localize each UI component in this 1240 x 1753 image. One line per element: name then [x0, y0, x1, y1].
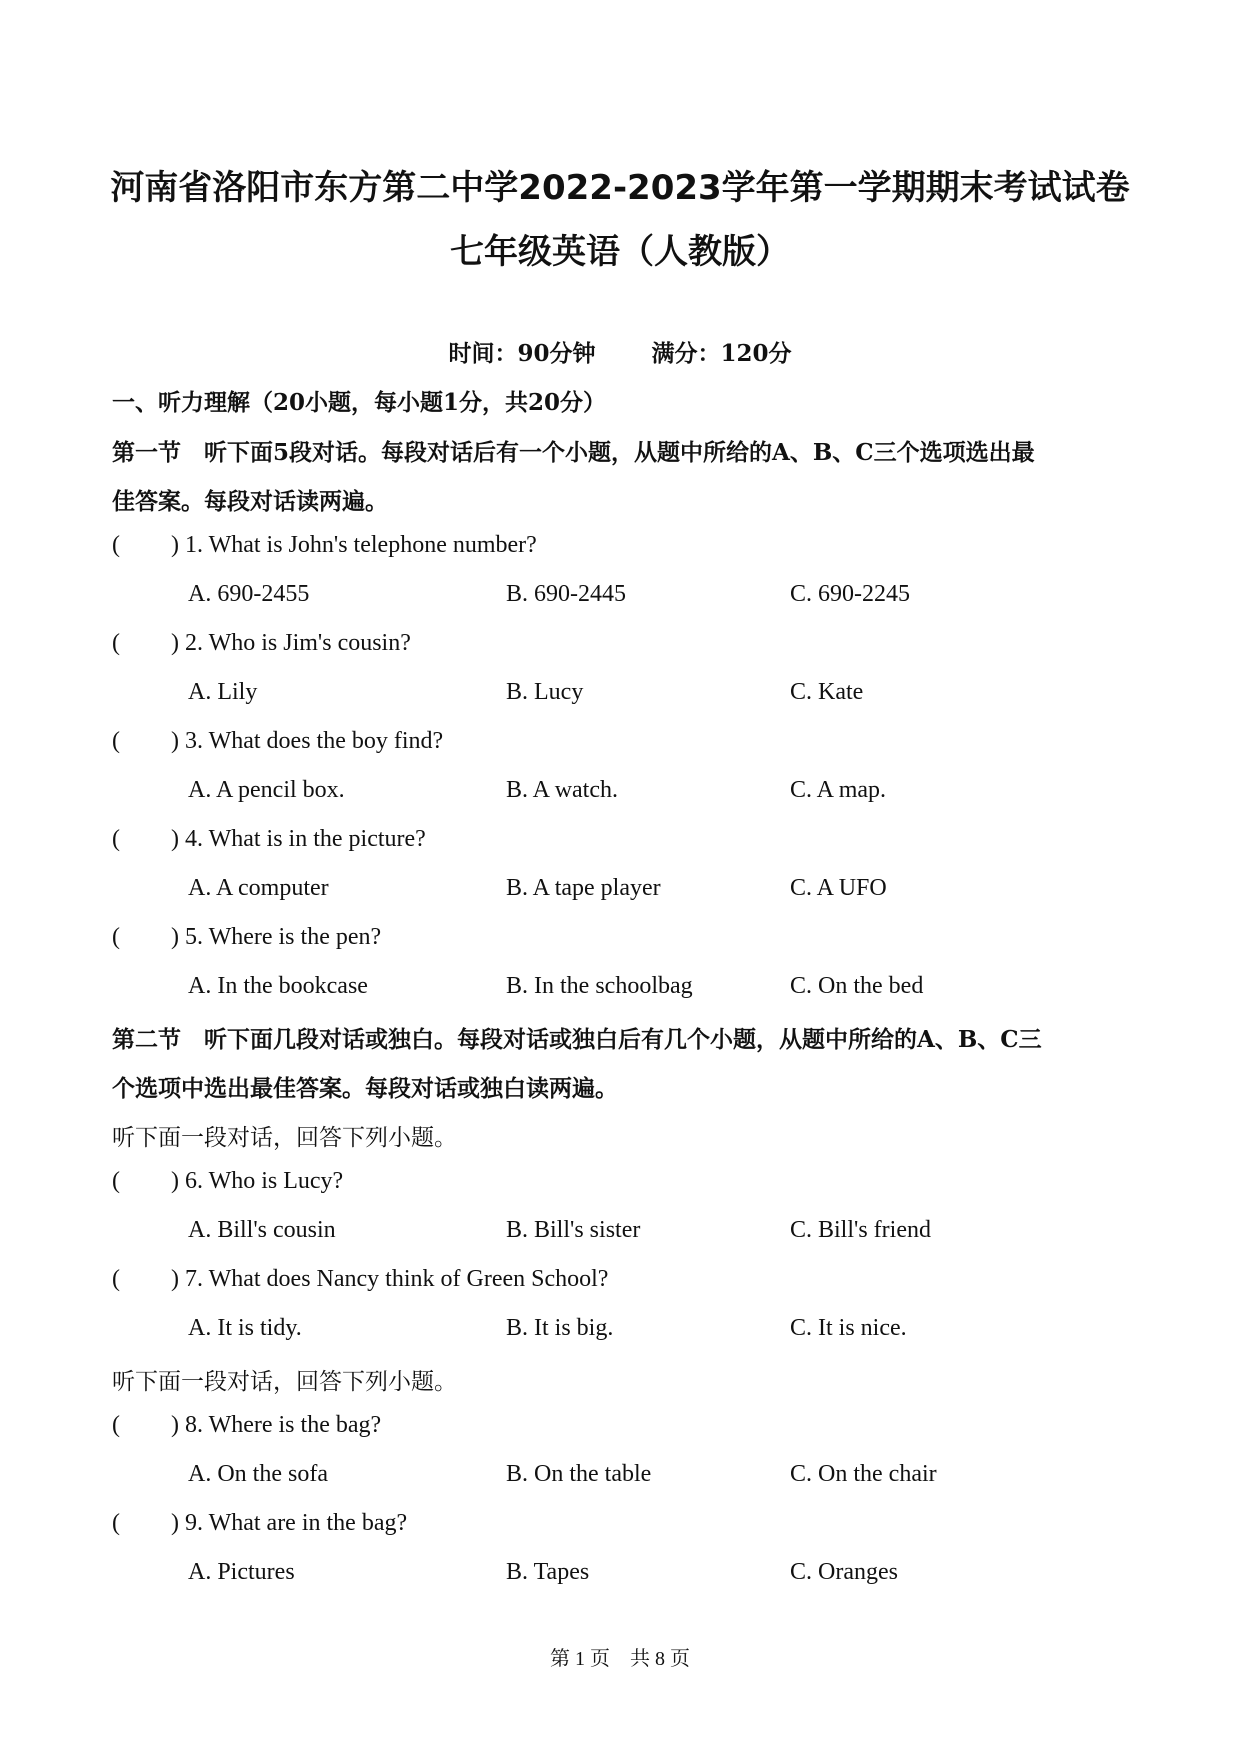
answer-blank-open: (	[112, 728, 120, 754]
option-b: B. It is big.	[506, 1315, 614, 1341]
answer-blank-open: (	[112, 1168, 120, 1194]
option-a: A. Pictures	[188, 1559, 295, 1585]
option-c: C. 690-2245	[790, 581, 910, 607]
option-b: B. A tape player	[506, 875, 661, 901]
listening-instruction: 听下面一段对话，回答下列小题。	[112, 1125, 457, 1151]
question-text: ) 5. Where is the pen?	[171, 924, 382, 950]
part1-heading: 一、听力理解（20小题，每小题1分，共20分）	[112, 389, 607, 416]
exam-title: 河南省洛阳市东方第二中学2022-2023学年第一学期期末考试试卷	[110, 168, 1130, 208]
section2-line1: 第二节 听下面几段对话或独白。每段对话或独白后有几个小题，从题中所给的A、B、C三	[112, 1026, 1042, 1053]
option-c: C. Oranges	[790, 1559, 898, 1585]
option-c: C. A UFO	[790, 875, 887, 901]
answer-blank-open: (	[112, 1412, 120, 1438]
answer-blank-open: (	[112, 532, 120, 558]
option-a: A. In the bookcase	[188, 973, 368, 999]
answer-blank-open: (	[112, 630, 120, 656]
option-b: B. On the table	[506, 1461, 652, 1487]
option-c: C. On the chair	[790, 1461, 937, 1487]
question-text: ) 8. Where is the bag?	[171, 1412, 382, 1438]
option-a: A. It is tidy.	[188, 1315, 302, 1341]
section2-line2: 个选项中选出最佳答案。每段对话或独白读两遍。	[112, 1075, 618, 1102]
answer-blank-open: (	[112, 924, 120, 950]
option-a: A. A pencil box.	[188, 777, 345, 803]
option-b: B. A watch.	[506, 777, 618, 803]
question-text: ) 9. What are in the bag?	[171, 1510, 408, 1536]
answer-blank-open: (	[112, 1510, 120, 1536]
exam-meta	[0, 335, 1240, 368]
option-b: B. Lucy	[506, 679, 584, 705]
exam-time: 时间：90分钟	[448, 340, 596, 367]
option-b: B. Tapes	[506, 1559, 590, 1585]
question-text: ) 3. What does the boy find?	[171, 728, 444, 754]
question-text: ) 1. What is John's telephone number?	[171, 532, 537, 558]
option-c: C. A map.	[790, 777, 887, 803]
section1-line1: 第一节 听下面5段对话。每段对话后有一个小题，从题中所给的A、B、C三个选项选出最	[112, 439, 1035, 466]
option-b: B. Bill's sister	[506, 1217, 641, 1243]
question-text: ) 6. Who is Lucy?	[171, 1168, 344, 1194]
question-text: ) 7. What does Nancy think of Green School?	[171, 1266, 609, 1292]
option-a: A. Lily	[188, 679, 258, 705]
answer-blank-open: (	[112, 1266, 120, 1292]
exam-score: 满分：120分	[651, 340, 792, 367]
option-c: C. Kate	[790, 679, 864, 705]
option-a: A. A computer	[188, 875, 329, 901]
question-text: ) 4. What is in the picture?	[171, 826, 426, 852]
option-a: A. On the sofa	[188, 1461, 328, 1487]
option-b: B. 690-2445	[506, 581, 626, 607]
option-c: C. Bill's friend	[790, 1217, 931, 1243]
option-c: C. It is nice.	[790, 1315, 907, 1341]
option-c: C. On the bed	[790, 973, 924, 999]
option-b: B. In the schoolbag	[506, 973, 693, 999]
option-a: A. Bill's cousin	[188, 1217, 336, 1243]
answer-blank-open: (	[112, 826, 120, 852]
section1-line2: 佳答案。每段对话读两遍。	[112, 488, 388, 515]
exam-subtitle: 七年级英语（人教版）	[450, 232, 790, 272]
option-a: A. 690-2455	[188, 581, 310, 607]
page-footer: 第 1 页 共 8 页	[550, 1648, 690, 1670]
question-text: ) 2. Who is Jim's cousin?	[171, 630, 411, 656]
listening-instruction: 听下面一段对话，回答下列小题。	[112, 1369, 457, 1395]
